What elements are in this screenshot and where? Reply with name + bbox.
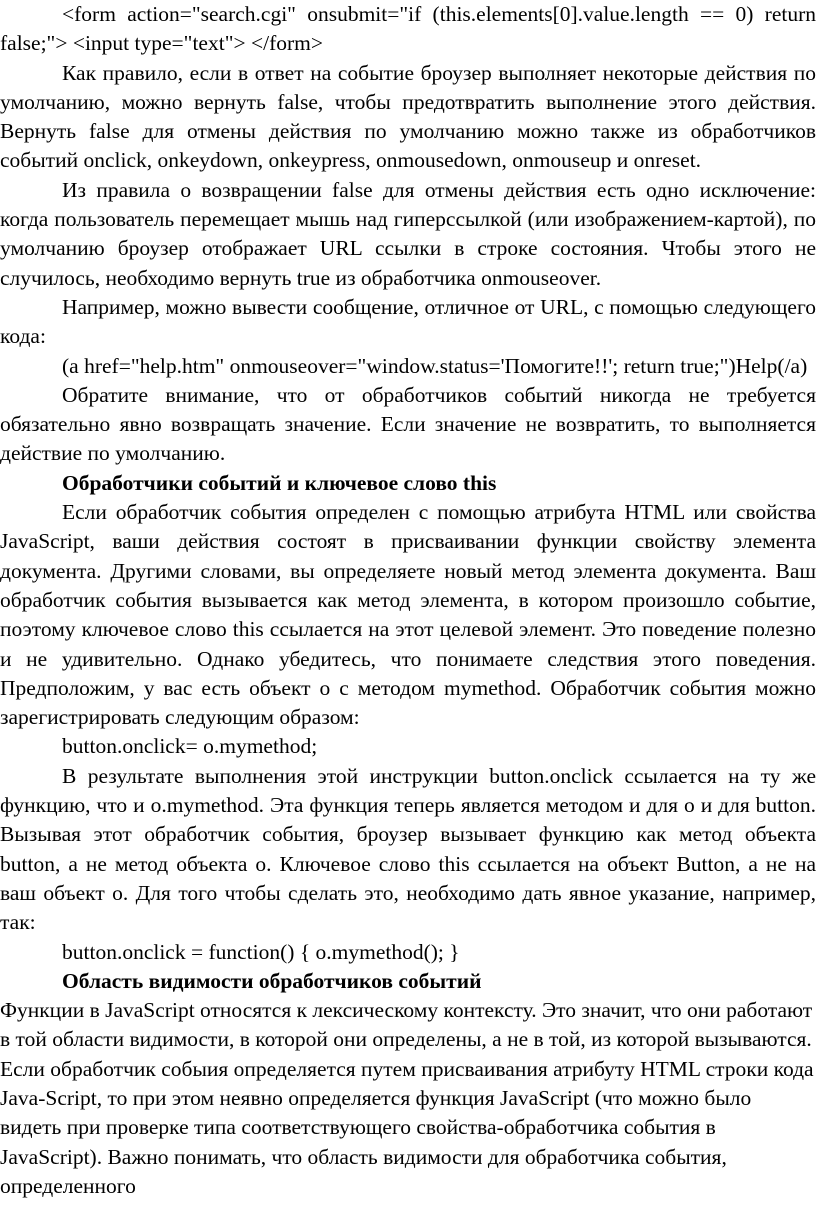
paragraph-anchor-code: (a href="help.htm" onmouseover="window.status='Помогите!!'; return true;")Help(/a) <box>62 353 808 378</box>
paragraph-example-intro: Например, можно вывести сообщение, отличное от URL, с помощью следующего кода: <box>0 294 816 349</box>
paragraph-result: В результате выполнения этой инструкции button.onclick ссылается на ту же функцию, что и o.mymethod. Эта функция теперь является методом и для о и для button. Вызывая этот обработчик события, броузер вызывает функцию как метод объекта button, а не метод объекта о. Ключевое слово this ссылается на объект Button, а не на ваш объект о. Для того чтобы сделать это, необходимо дать явное указание, например, так: <box>0 763 816 935</box>
heading-this-keyword: Обработчики событий и ключевое слово this <box>62 470 497 495</box>
paragraph-note: Обратите внимание, что от обработчиков событий никогда не требуется обязательно явно возвращать значение. Если значение не возвратить, то выполняется действие по умолчанию. <box>0 382 816 466</box>
paragraph-scope: Функции в JavaScript относятся к лексическому контексту. Это значит, что они работают в той области видимости, в которой они определены, а не в той, из которой вызываются. Если обработчик собыия определяется путем присваивания атрибуту HTML строки кода Java-Script, то при этом неявно определяется функция JavaScript (что можно было видеть при проверке типа соответствующего свойства-обработчика события в JavaScript). Важно понимать, что область видимости для обработчика события, определенного <box>0 998 814 1198</box>
paragraph-this-explanation: Если обработчик события определен с помощью атрибута HTML или свойства JavaScript, ваши действия состоят в присваивании функции свойству элемента документа. Другими словами, вы определяете новый метод элемента документа. Ваш обработчик события вызывается как метод элемента, в котором произошло событие, поэтому ключевое слово this ссылается на этот целевой элемент. Это поведение полезно и не удивительно. Однако убедитесь, что понимаете следствия этого поведения. Предположим, у вас есть объект о с методом mymethod. Обработчик события можно зарегистрировать следующим образом: <box>0 500 816 730</box>
paragraph-return-false: Как правило, если в ответ на событие броузер выполняет некоторые действия по умолчанию, можно вернуть false, чтобы предотвратить выполнение этого действия. Вернуть false для отмены действия по умолчанию можно также из обработчиков событий onclick, onkeydown, onkeypress, onmousedown, onmouseup и onreset. <box>0 60 816 173</box>
paragraph-form-code: <form action="search.cgi" onsubmit="if (this.elements[0].value.length == 0) return false;"> <input type="text"> </form> <box>0 2 816 56</box>
code-line-assignment: button.onclick= o.mymethod; <box>62 734 318 759</box>
heading-scope: Область видимости обработчиков событий <box>62 968 482 993</box>
code-line-function: button.onclick = function() { o.mymethod(); } <box>62 939 460 964</box>
paragraph-exception: Из правила о возвращении false для отмены действия есть одно исключение: когда пользователь перемещает мышь над гиперссылкой (или изображением-картой), по умолчанию броузер отображает URL ссылки в строке состояния. Чтобы этого не случилось, необходимо вернуть true из обработчика onmouseover. <box>0 177 816 290</box>
